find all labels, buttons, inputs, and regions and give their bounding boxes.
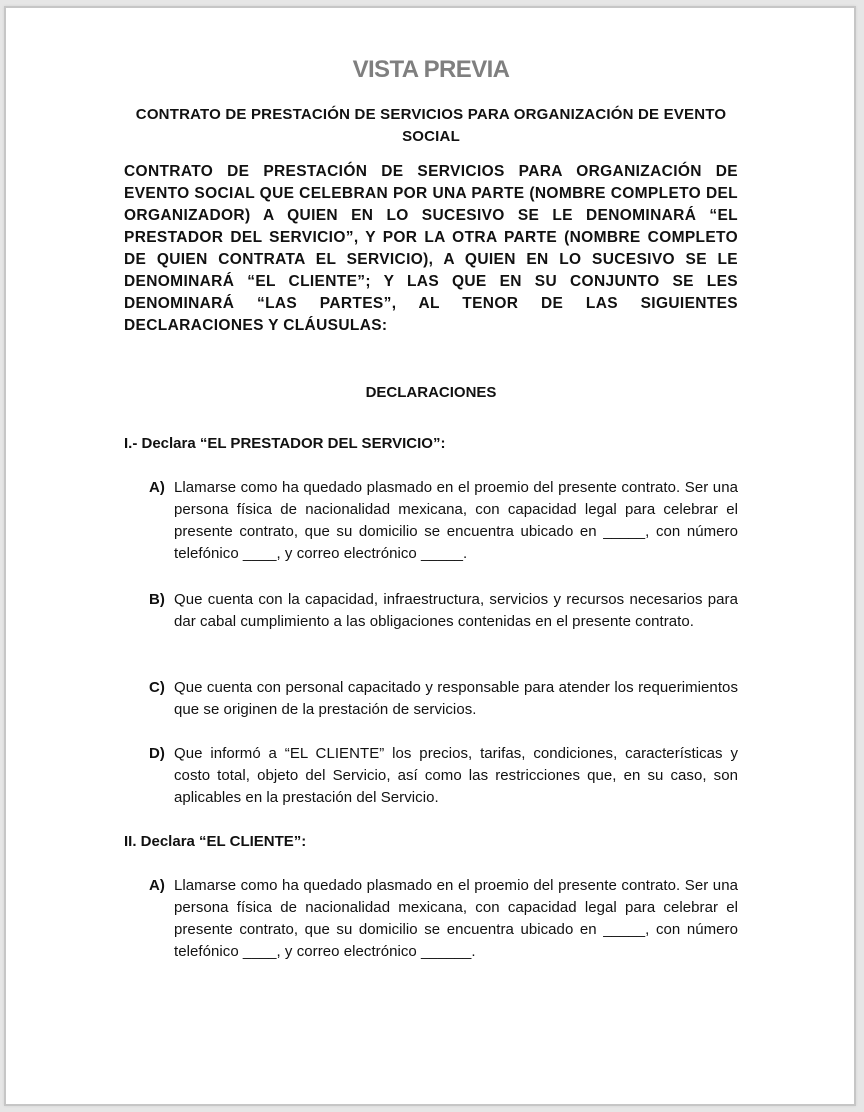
- item-label: D): [149, 745, 165, 762]
- item-label: B): [149, 591, 165, 608]
- preview-label: VISTA PREVIA: [352, 56, 510, 83]
- declaration-heading-prestador: I.- Declara “EL PRESTADOR DEL SERVICIO”:: [124, 435, 446, 452]
- item-label: A): [149, 877, 165, 894]
- section-heading-declaraciones: DECLARACIONES: [365, 384, 497, 401]
- declaration-item: [149, 743, 738, 809]
- intro-paragraph: CONTRATO DE PRESTACIÓN DE SERVICIOS PARA ORGANIZACIÓN DE EVENTO SOCIAL QUE CELEBRAN POR UNA PARTE (NOMBRE COMPLETO DEL ORGANIZADOR) A QUIEN EN LO SUCESIVO SE LE DENOMINARÁ “EL PRESTADOR DEL SERVICIO”, Y POR LA OTRA PARTE (NOMBRE COMPLETO DE QUIEN CONTRATA EL SERVICIO), A QUIEN EN LO SUCESIVO SE LE DENOMINARÁ “EL CLIENTE”; Y LAS QUE EN SU CONJUNTO SE LES DENOMINARÁ “LAS PARTES”, AL TENOR DE LAS SIGUIENTES DECLARACIONES Y CLÁUSULAS:: [124, 163, 738, 334]
- declaration-item: [149, 589, 738, 633]
- declaration-item: [149, 875, 738, 963]
- item-text: Que cuenta con personal capacitado y responsable para atender los requerimientos que se originen de la prestación de servicios.: [174, 679, 738, 718]
- item-text: Que informó a “EL CLIENTE” los precios, tarifas, condiciones, características y costo total, objeto del Servicio, así como las restricciones que, en su caso, son aplicables en la prestación del Servicio.: [174, 745, 738, 806]
- item-text: Llamarse como ha quedado plasmado en el proemio del presente contrato. Ser una persona física de nacionalidad mexicana, con capacidad legal para celebrar el presente contrato, que su domicilio se encuentra ubicado en _____, con número telefónico ____, y correo electrónico _____.: [174, 479, 738, 562]
- document-title: CONTRATO DE PRESTACIÓN DE SERVICIOS PARA ORGANIZACIÓN DE EVENTO SOCIAL: [135, 106, 727, 145]
- declaration-item: [149, 477, 738, 565]
- declaration-heading-cliente: II. Declara “EL CLIENTE”:: [124, 833, 307, 850]
- item-text: Llamarse como ha quedado plasmado en el proemio del presente contrato. Ser una persona física de nacionalidad mexicana, con capacidad legal para celebrar el presente contrato, que su domicilio se encuentra ubicado en _____, con número telefónico ____, y correo electrónico ______.: [174, 877, 738, 960]
- item-label: C): [149, 679, 165, 696]
- item-label: A): [149, 479, 165, 496]
- declaration-item: [149, 677, 738, 721]
- item-text: Que cuenta con la capacidad, infraestructura, servicios y recursos necesarios para dar cabal cumplimiento a las obligaciones contenidas en el presente contrato.: [174, 591, 738, 630]
- document-page: [4, 6, 856, 1106]
